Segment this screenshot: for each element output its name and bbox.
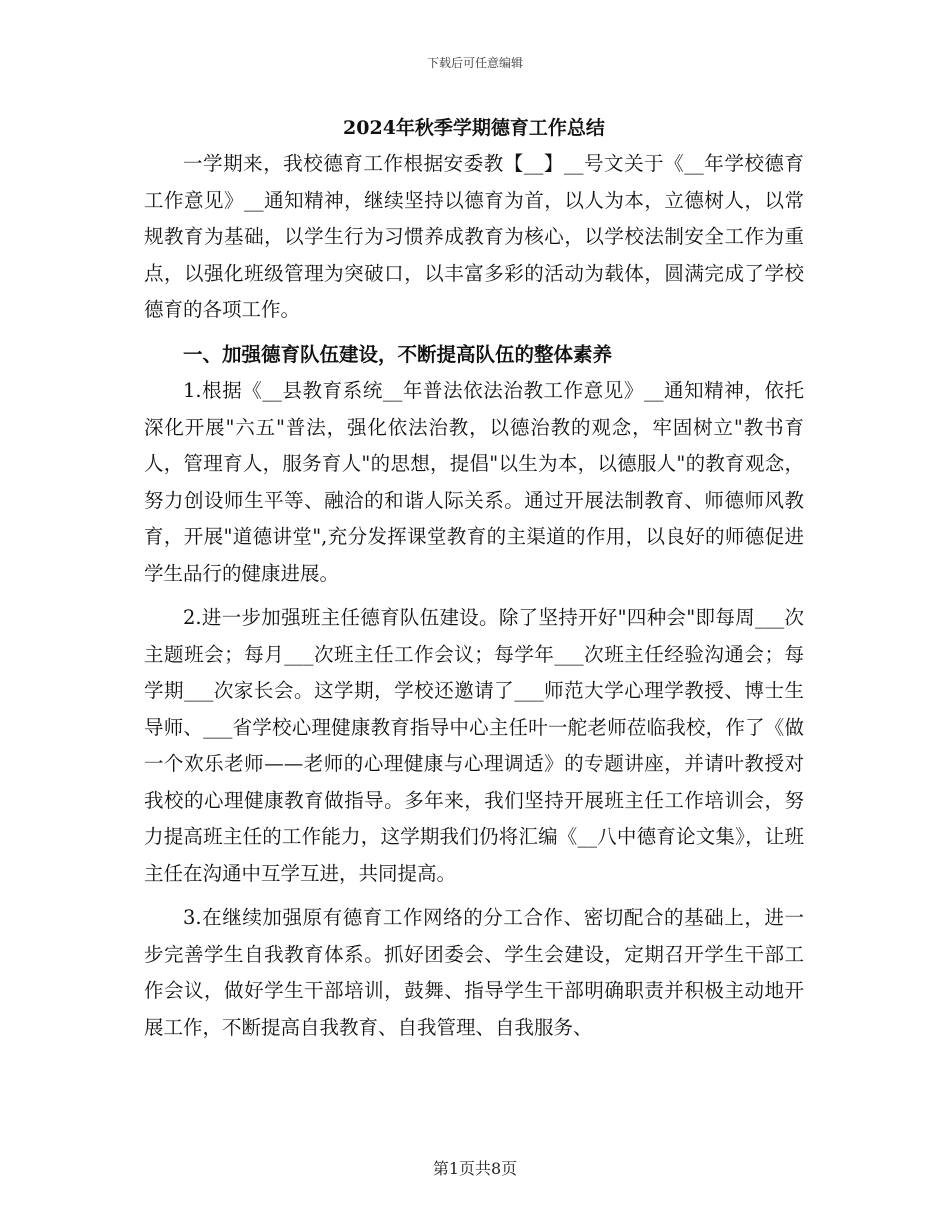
page-footer: 第1页共8页	[432, 1159, 518, 1178]
paragraph-2: 2.进一步加强班主任德育队伍建设。除了坚持开好"四种会"即每周___次主题班会；每月___次班主任工作会议；每学年___次班主任经验沟通会；每学期___次家长会。这学期，学校还邀请了___师范大学心理学教授、博士生导师、___省学校心理健康教育指导中心主任叶一舵老师莅临我校，作了《做一个欢乐老师——老师的心理健康与心理调适》的专题讲座，并请叶教授对我校的心理健康教育做指导。多年来，我们坚持开展班主任工作培训会，努力提高班主任的工作能力，这学期我们仍将汇编《__八中德育论文集》，让班主任在沟通中互学互进，共同提高。	[144, 606, 804, 885]
intro-paragraph: 一学期来，我校德育工作根据安委教【__】__号文关于《__年学校德育工作意见》__通知精神，继续坚持以德育为首，以人为本，立德树人，以常规教育为基础，以学生行为习惯养成教育为核心，以学校法制安全工作为重点，以强化班级管理为突破口，以丰富多彩的活动为载体，圆满完成了学校德育的各项工作。	[144, 152, 804, 321]
document-body	[144, 112, 804, 1046]
section-heading: 一、加强德育队伍建设，不断提高队伍的整体素养	[183, 342, 613, 366]
page-header-note: 下载后可任意编辑	[426, 56, 523, 70]
paragraph-1: 1.根据《__县教育系统__年普法依法治教工作意见》__通知精神，依托深化开展"六五"普法，强化依法治教，以德治教的观念，牢固树立"教书育人，管理育人，服务育人"的思想，提倡"以生为本，以德服人"的教育观念，努力创设师生平等、融洽的和谐人际关系。通过开展法制教育、师德师风教育，开展"道德讲堂",充分发挥课堂教育的主渠道的作用，以良好的师德促进学生品行的健康进展。	[144, 379, 804, 585]
paragraph-3: 3.在继续加强原有德育工作网络的分工合作、密切配合的基础上，进一步完善学生自我教育体系。抓好团委会、学生会建设，定期召开学生干部工作会议，做好学生干部培训，鼓舞、指导学生干部明确职责并积极主动地开展工作，不断提高自我教育、自我管理、自我服务、	[144, 906, 804, 1039]
document-title: 2024年秋季学期德育工作总结	[343, 117, 605, 139]
